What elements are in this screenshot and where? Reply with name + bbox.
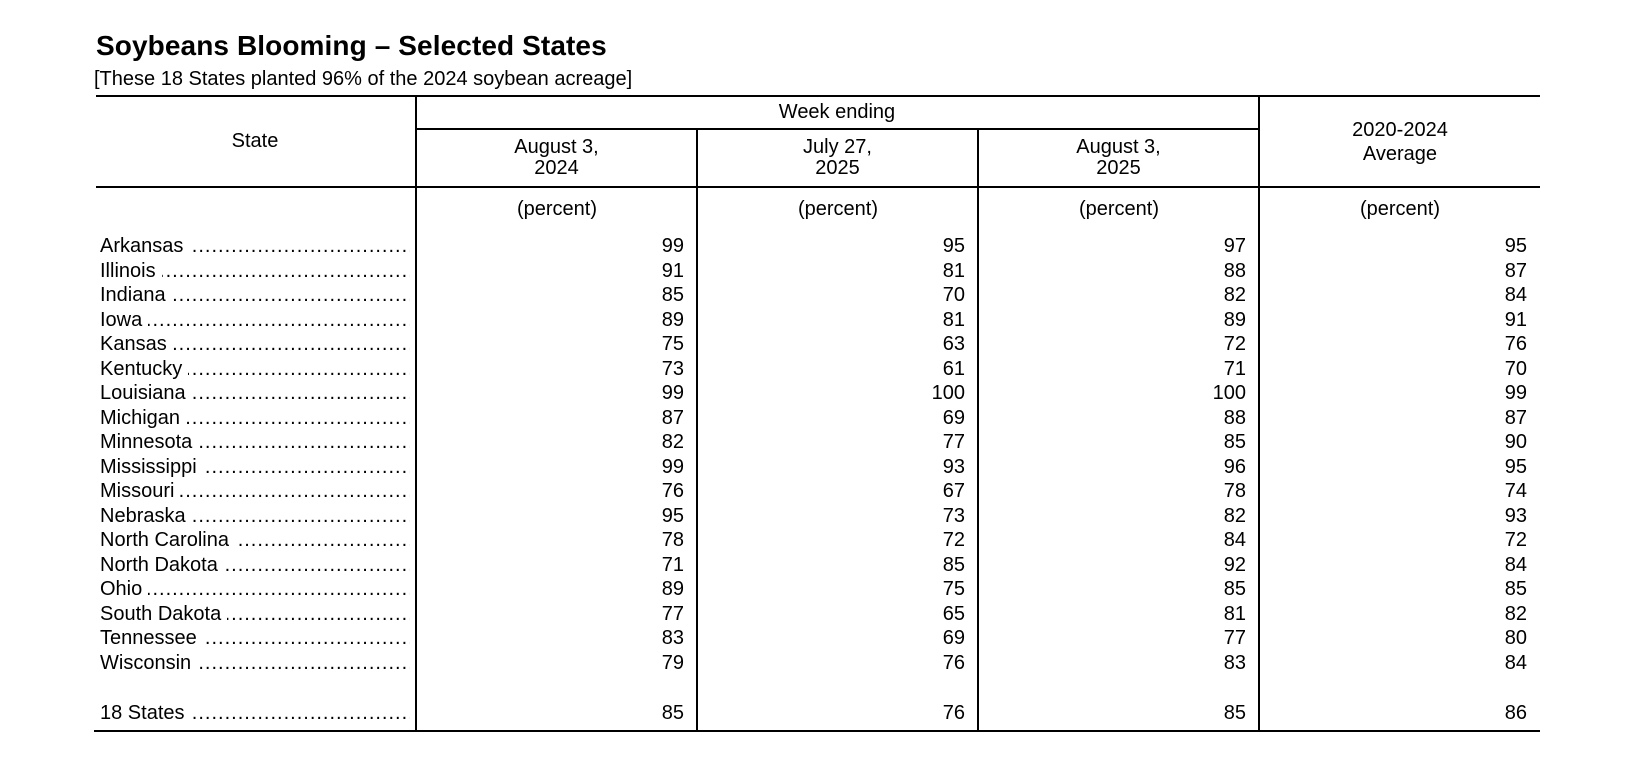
state-name-cell [100,626,410,650]
value-cell: 83 [1223,651,1246,674]
value-cell: 82 [1223,504,1246,527]
table-row [0,357,1626,381]
header-col-aug3-2025-line2: 2025 [1096,157,1141,179]
value-cell: 85 [942,553,965,576]
state-name-cell [100,553,410,577]
value-cell: 67 [942,480,965,502]
header-col-average [1260,120,1540,165]
value-cell: 89 [1223,308,1246,331]
value-cell: 89 [661,308,684,331]
value-cell: 71 [1223,357,1246,380]
state-name: Ohio [100,578,148,600]
value-cell: 95 [942,235,965,257]
value-cell: 63 [942,333,965,355]
value-cell: 79 [661,651,684,674]
header-col-jul27-2025-line2: 2025 [815,157,860,179]
value-cell: 97 [1223,235,1246,257]
value-cell: 89 [661,578,684,600]
value-cell: 77 [1223,627,1246,649]
value-cell: 85 [1223,702,1246,724]
state-name-cell [100,283,410,307]
value-cell: 86 [1504,702,1527,724]
value-cell: 81 [942,308,965,331]
value-cell: 76 [661,480,684,502]
state-name-cell [100,381,410,405]
table-row [0,234,1626,258]
table-row [0,602,1626,626]
state-name-cell [100,259,410,283]
value-cell: 70 [1504,357,1527,380]
value-cell: 78 [1223,480,1246,502]
value-cell: 87 [661,406,684,429]
state-name-cell [100,602,410,626]
value-cell: 99 [661,455,684,478]
value-cell: 91 [1504,308,1527,331]
value-cell: 85 [661,284,684,306]
value-cell: 81 [942,259,965,282]
value-cell: 74 [1504,480,1527,502]
table-row [0,651,1626,675]
value-cell: 99 [661,382,684,404]
value-cell: 100 [931,382,965,404]
value-cell: 72 [942,529,965,551]
state-name-cell [100,332,410,356]
value-cell: 99 [661,235,684,257]
state-name: Iowa [100,309,148,331]
state-name-cell [100,308,410,332]
value-cell: 82 [1504,602,1527,625]
table-row [0,430,1626,454]
table-row [0,308,1626,332]
state-name-cell [100,430,410,454]
table-row [0,283,1626,307]
table-row [0,455,1626,479]
value-cell: 92 [1223,553,1246,576]
value-cell: 100 [1212,382,1246,404]
value-cell: 78 [661,529,684,551]
state-name-cell [100,528,410,552]
state-name: 18 States [100,702,191,724]
state-name: North Dakota [100,554,224,576]
state-name: Tennessee [100,627,203,649]
value-cell: 85 [1223,431,1246,453]
header-col-aug3-2025 [979,137,1258,179]
value-cell: 91 [661,259,684,282]
state-name-cell [100,479,410,503]
header-bottom-rule [96,186,1540,188]
week-ending-rule [416,128,1260,130]
value-cell: 84 [1504,553,1527,576]
unit-label: (percent) [797,198,879,220]
state-name: Indiana [100,284,172,306]
table-row [0,479,1626,503]
state-name-cell [100,234,410,258]
value-cell: 84 [1504,651,1527,674]
table-row [0,504,1626,528]
value-cell: 99 [1504,382,1527,404]
value-cell: 87 [1504,406,1527,429]
table-bottom-rule [94,730,1540,732]
state-name-cell [100,455,410,479]
table-top-rule [96,95,1540,97]
header-col-jul27-2025 [698,137,977,179]
value-cell: 95 [1504,455,1527,478]
table-row [0,626,1626,650]
header-col-aug3-2024-line1: August 3, [514,136,599,158]
value-cell: 82 [661,431,684,453]
header-col-aug3-2024-line2: 2024 [534,157,579,179]
value-cell: 61 [942,357,965,380]
state-name-cell [100,504,410,528]
value-cell: 90 [1504,431,1527,453]
state-name: Arkansas [100,235,189,257]
state-name-cell [100,357,410,381]
value-cell: 70 [942,284,965,306]
state-name: Kentucky [100,358,188,380]
table-row [0,381,1626,405]
table-row [0,259,1626,283]
value-cell: 93 [1504,504,1527,527]
state-name: Michigan [100,407,186,429]
value-cell: 87 [1504,259,1527,282]
value-cell: 76 [942,702,965,724]
unit-label: (percent) [1359,198,1441,220]
value-cell: 85 [1223,578,1246,600]
state-name: Wisconsin [100,652,197,674]
table-row [0,528,1626,552]
table-row [0,332,1626,356]
value-cell: 88 [1223,259,1246,282]
value-cell: 82 [1223,284,1246,306]
state-name: Nebraska [100,505,192,527]
value-cell: 77 [942,431,965,453]
value-cell: 85 [661,702,684,724]
value-cell: 81 [1223,602,1246,625]
table-row [0,577,1626,601]
header-col-jul27-2025-line1: July 27, [803,136,872,158]
table-row [0,553,1626,577]
header-col-aug3-2025-line1: August 3, [1076,136,1161,158]
value-cell: 75 [942,578,965,600]
value-cell: 69 [942,627,965,649]
state-name-cell [100,651,410,675]
value-cell: 96 [1223,455,1246,478]
state-name: Minnesota [100,431,198,453]
value-cell: 69 [942,406,965,429]
state-name-cell [100,406,410,430]
unit-label: (percent) [1078,198,1160,220]
value-cell: 93 [942,455,965,478]
header-state: State [231,130,279,152]
value-cell: 83 [661,627,684,649]
state-name: Mississippi [100,456,203,478]
value-cell: 73 [942,504,965,527]
value-cell: 80 [1504,627,1527,649]
value-cell: 75 [661,333,684,355]
header-col-average-line2: Average [1362,143,1438,165]
value-cell: 73 [661,357,684,380]
value-cell: 95 [1504,235,1527,257]
value-cell: 76 [1504,333,1527,355]
state-name-cell [100,701,410,725]
value-cell: 72 [1504,529,1527,551]
value-cell: 76 [942,651,965,674]
table-subtitle: [These 18 States planted 96% of the 2024 soybean acreage] [94,68,633,90]
value-cell: 85 [1504,578,1527,600]
state-name: Louisiana [100,382,192,404]
table-row [0,406,1626,430]
state-name: Illinois [100,260,162,282]
value-cell: 71 [661,553,684,576]
header-col-aug3-2024 [417,137,696,179]
state-name: South Dakota [100,603,227,625]
header-week-ending: Week ending [778,101,896,123]
header-col-average-line1: 2020-2024 [1352,119,1448,141]
table-title: Soybeans Blooming – Selected States [96,30,607,61]
value-cell: 84 [1504,284,1527,306]
table-total-row [0,701,1626,725]
value-cell: 77 [661,602,684,625]
value-cell: 65 [942,602,965,625]
value-cell: 84 [1223,529,1246,551]
unit-label: (percent) [516,198,598,220]
state-name: Kansas [100,333,173,355]
value-cell: 95 [661,504,684,527]
state-name-cell [100,577,410,601]
value-cell: 88 [1223,406,1246,429]
state-name: North Carolina [100,529,235,551]
value-cell: 72 [1223,333,1246,355]
state-name: Missouri [100,480,180,502]
